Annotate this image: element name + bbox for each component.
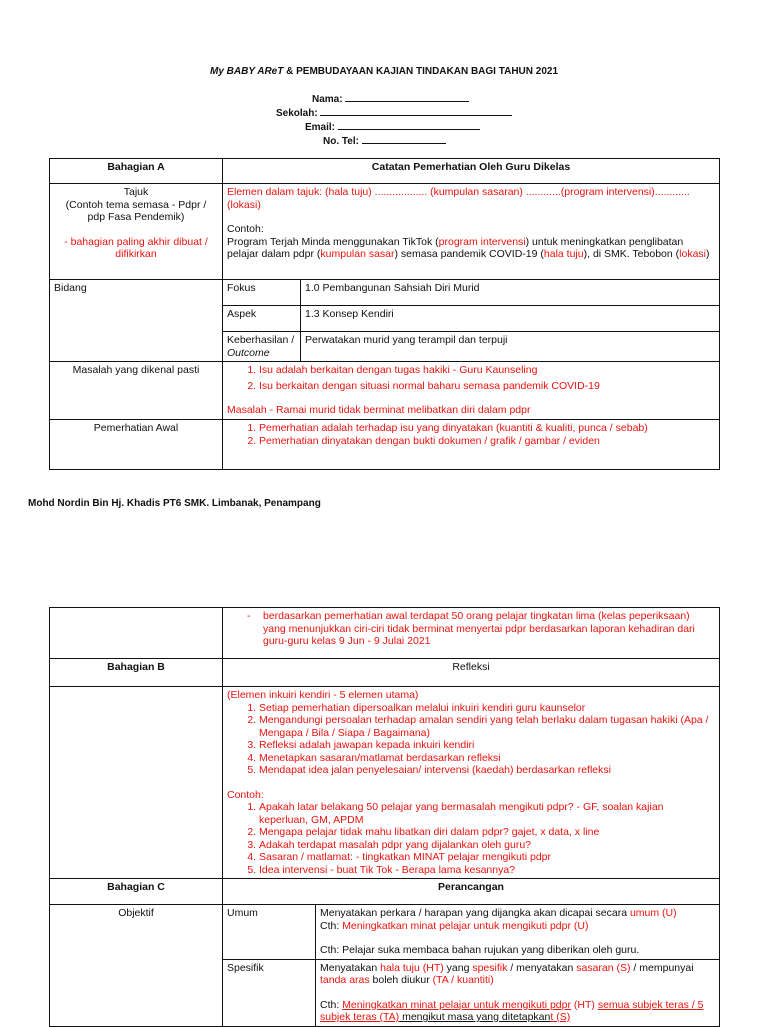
- objektif-label: Objektif: [50, 905, 223, 1027]
- email-label: Email:: [305, 122, 336, 133]
- spesifik-content: [316, 959, 720, 1026]
- tajuk-contoh-label: Contoh:: [227, 223, 264, 235]
- keberhasilan-value: Perwatakan murid yang terampil dan terpuji: [301, 332, 720, 362]
- refleksi-contoh-label: Contoh:: [227, 788, 264, 801]
- tajuk-label-cell: [50, 184, 223, 280]
- masalah-item: 2. Isu berkaitan dengan situasi normal baharu semasa pandemik COVID-19: [259, 380, 715, 393]
- catatan-header: Catatan Pemerhatian Oleh Guru Dikelas: [223, 159, 720, 184]
- title-italic: My BABY AReT: [209, 66, 284, 77]
- elemen-item: 1. Setiap pemerhatian dipersoalkan melalui inkuiri kendiri guru kaunselor: [259, 702, 715, 715]
- elemen-heading: (Elemen inkuiri kendiri - 5 elemen utama): [227, 689, 419, 701]
- masalah-list: [227, 364, 715, 392]
- umum-cth: Cth: Meningkatkan minat pelajar untuk mengikuti pdpr (U): [320, 919, 589, 932]
- contoh-item: 1. Apakah latar belakang 50 pelajar yang bermasalah mengikuti pdpr? - GF, soalan kajian keperluan, GM, APDM: [259, 801, 715, 826]
- continued-list: [227, 610, 715, 648]
- perancangan-header: Perancangan: [223, 879, 720, 905]
- document-title: [0, 66, 768, 77]
- outcome-label: Outcome: [227, 346, 270, 359]
- pemerhatian-list: [227, 422, 715, 447]
- contoh-item: 2. Mengapa pelajar tidak mahu libatkan diri dalam pdpr? gajet, x data, x line: [259, 826, 715, 839]
- contoh-item: 4. Sasaran / matlamat: - tingkatkan MINAT pelajar mengikuti pdpr: [259, 851, 715, 864]
- tajuk-sub1: (Contoh tema semasa - Pdpr /: [65, 198, 207, 211]
- title-rest: & PEMBUDAYAAN KAJIAN TINDAKAN BAGI TAHUN 2021: [283, 66, 559, 77]
- tel-label: No. Tel:: [323, 136, 359, 147]
- refleksi-contoh-list: [227, 801, 715, 876]
- tajuk-note: - bahagian paling akhir dibuat / difikirkan: [64, 235, 208, 260]
- fokus-value: 1.0 Pembangunan Sahsiah Diri Murid: [301, 280, 720, 306]
- tajuk-contoh-text: Program Terjah Minda menggunakan TikTok (program intervensi) untuk meningkatkan penglibatan pelajar dalam pdpr (kumpulan sasar) semasa pandemik COVID-19 (hala tuju), di SMK. Tebobon (lokasi): [227, 235, 710, 260]
- spesifik-desc: Menyatakan hala tuju (HT) yang spesifik / menyatakan sasaran (S) / mempunyai tanda aras boleh diukur (TA / kuantiti): [320, 961, 694, 986]
- elemen-item: 2. Mengandungi persoalan terhadap amalan sendiri yang telah berlaku dalam tugasan hakiki (Apa / Mengapa / Bila / Siapa / Bagaimana): [259, 714, 715, 739]
- keberhasilan-label: Keberhasilan /: [227, 334, 295, 346]
- email-field: [305, 120, 480, 133]
- bahagian-b-header: Bahagian B: [50, 659, 223, 687]
- masalah-item: 1. Isu adalah berkaitan dengan tugas hakiki - Guru Kaunseling: [259, 364, 715, 377]
- masalah-content: [223, 362, 720, 420]
- bahagian-bc-table: [49, 607, 720, 1027]
- continued-item: - berdasarkan pemerhatian awal terdapat 50 orang pelajar tingkatan lima (kelas peperiksaan) yang menunjukkan ciri-ciri tidak berminat menyertai pdpr berdasarkan laporan kehadiran dari guru-guru kelas 9 Jun - 9 Julai 2021: [263, 610, 715, 648]
- bidang-label: Bidang: [50, 280, 223, 362]
- masalah-label: Masalah yang dikenal pasti: [50, 362, 223, 420]
- spesifik-cth: Cth: Meningkatkan minat pelajar untuk mengikuti pdpr (HT) semua subjek teras / 5 subjek teras (TA) mengikut masa yang ditetapkant (S): [320, 998, 704, 1023]
- sekolah-field: [276, 106, 512, 119]
- bahagian-a-table: [49, 158, 720, 470]
- elemen-item: 5. Mendapat idea jalan penyelesaian/ intervensi (kaedah) berdasarkan refleksi: [259, 764, 715, 777]
- umum-cth2: Cth: Pelajar suka membaca bahan rujukan yang diberikan oleh guru.: [320, 944, 640, 956]
- keberhasilan-label-cell: [223, 332, 301, 362]
- pemerhatian-content: [223, 420, 720, 470]
- aspek-value: 1.3 Konsep Kendiri: [301, 306, 720, 332]
- tel-line[interactable]: [362, 134, 446, 144]
- sekolah-line[interactable]: [320, 106, 512, 116]
- contoh-item: 5. Idea intervensi - buat Tik Tok - Berapa lama kesannya?: [259, 864, 715, 877]
- umum-content: [316, 905, 720, 960]
- spesifik-label: Spesifik: [223, 959, 316, 1026]
- tel-field: [323, 134, 446, 147]
- bahagian-c-header: Bahagian C: [50, 879, 223, 905]
- sekolah-label: Sekolah:: [276, 108, 318, 119]
- email-line[interactable]: [338, 120, 480, 130]
- pemerhatian-item: 2. Pemerhatian dinyatakan dengan bukti dokumen / grafik / gambar / eviden: [259, 435, 715, 448]
- masalah-summary: Masalah - Ramai murid tidak berminat melibatkan diri dalam pdpr: [227, 404, 531, 416]
- refleksi-empty-cell: [50, 687, 223, 879]
- umum-desc: Menyatakan perkara / harapan yang dijangka akan dicapai secara umum (U): [320, 907, 677, 919]
- refleksi-header: Refleksi: [223, 659, 720, 687]
- continued-empty-cell: [50, 608, 223, 659]
- elemen-item: 3. Refleksi adalah jawapan kepada inkuiri kendiri: [259, 739, 715, 752]
- tajuk-label: Tajuk: [123, 186, 149, 198]
- bahagian-a-header: Bahagian A: [50, 159, 223, 184]
- pemerhatian-item: 1. Pemerhatian adalah terhadap isu yang dinyatakan (kuantiti & kualiti, punca / sebab): [259, 422, 715, 435]
- tajuk-content-cell: [223, 184, 720, 280]
- umum-label: Umum: [223, 905, 316, 960]
- fokus-label: Fokus: [223, 280, 301, 306]
- refleksi-content: [223, 687, 720, 879]
- nama-field: [312, 92, 469, 105]
- pemerhatian-label: Pemerhatian Awal: [50, 420, 223, 470]
- elemen-item: 4. Menetapkan sasaran/matlamat berdasarkan refleksi: [259, 752, 715, 765]
- nama-line[interactable]: [345, 92, 469, 102]
- tajuk-sub2: pdp Fasa Pendemik): [87, 211, 185, 223]
- continued-content: [223, 608, 720, 659]
- elemen-list: [227, 702, 715, 777]
- aspek-label: Aspek: [223, 306, 301, 332]
- footer-author: Mohd Nordin Bin Hj. Khadis PT6 SMK. Limbanak, Penampang: [28, 498, 321, 509]
- tajuk-elemen: Elemen dalam tajuk: (hala tuju) .................. (kumpulan sasaran) ............(program intervensi)............ (lokasi): [227, 186, 690, 211]
- nama-label: Nama:: [312, 94, 343, 105]
- contoh-item: 3. Adakah terdapat masalah pdpr yang dijalankan oleh guru?: [259, 839, 715, 852]
